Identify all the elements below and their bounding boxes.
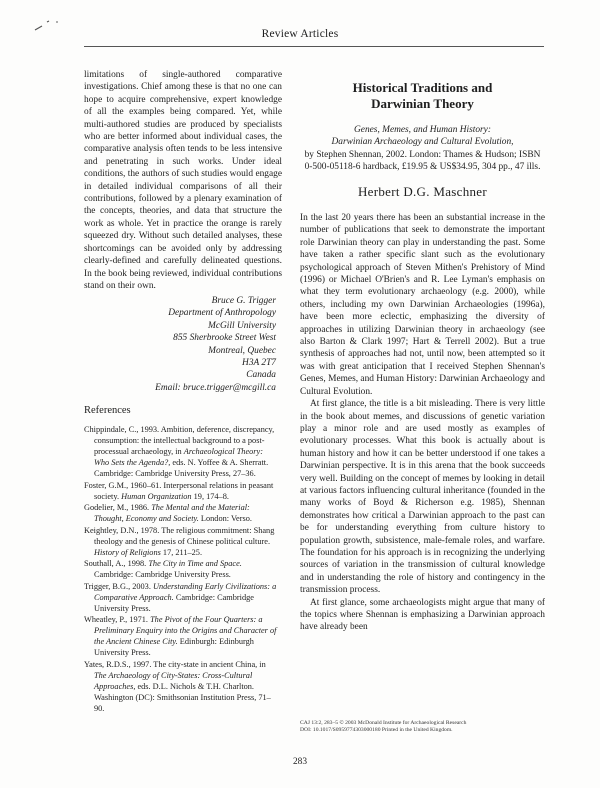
signature-country: Canada <box>246 370 276 381</box>
reference-item: Wheatley, P., 1971. The Pivot of the Four Quarters: a Preliminary Enquiry into the Origins and Character of the Ancient Chinese City. Edinburgh: Edinburgh University Press. <box>84 615 277 657</box>
publication-footer <box>300 720 545 735</box>
header-rule <box>84 46 544 47</box>
review-header <box>300 80 545 200</box>
running-head: Review Articles <box>261 28 339 40</box>
left-column-paragraph: limitations of single-authored comparative investigations. Chief among these is that no one can hope to acquire comprehensive, expert knowledge of all the examples being compared. Yet, while multi-authored studies are produced by specialists who are better informed about individual cases, the comparative analysis often tends to be less intensive and penetrating in such works. Under ideal conditions, the authors of such studies would engage in detailed individual comparisons of all their contributions, followed by a plenary examination of the concepts, theories, and data that structure the work as whole. Yet in practice the orange is rarely squeezed dry. Without such detailed analyses, these shortcomings can be avoided only by addressing clearly-defined and carefully delineated questions. In the book being reviewed, individual contributions stand on their own. <box>84 70 282 291</box>
reference-item: Chippindale, C., 1993. Ambition, deference, discrepancy, consumption: the intellectual background to a post-processual archaeology, in Archaeological Theory: Who Sets the Agenda?, eds. N. Yoffee & A. Sherratt. Cambridge: Cambridge University Press, 27–36. <box>84 425 275 478</box>
reference-item: Godelier, M., 1986. The Mental and the Material: Thought, Economy and Society. London: Verso. <box>84 503 252 523</box>
reference-item: Keightley, D.N., 1978. The religious commitment: Shang theology and the genesis of Chinese political culture. History of Religions 17, 211–25. <box>84 525 275 557</box>
page-number: 283 <box>292 757 308 767</box>
review-paragraph-3: At first glance, some archaeologists might argue that many of the topics where Shennan is emphasizing a Darwinian approach have already been <box>300 597 545 633</box>
signature-city: Montreal, Quebec <box>208 345 276 356</box>
reference-item: Foster, G.M., 1960–61. Interpersonal relations in peasant society. Human Organization 19, 174–8. <box>84 480 274 501</box>
review-paragraph-1: In the last 20 years there has been an substantial increase in the number of publications that seek to demonstrate the important role Darwinian theory can play in understanding the past. Some have taken a rather specific slant such as the evolutionary psychological approach of Steven Mithen's Prehistory of Mind (1996) or Michael O'Brien's and R. Lee Lyman's emphasis on what they term evolutionary archaeology (e.g. 2000), while others, including my own Darwinian Archaeologies (1996a), have been more eclectic, emphasizing the diversity of approaches in utilizing Darwinian theory in archaeology (see also Barton & Clark 1997; Hart & Terrell 2002). But a true synthesis of approaches had not, until now, been attempted so it was with great anticipation that I received Stephen Shennan's Genes, Memes, and Human History: Darwinian Archaeology and Cultural Evolution. <box>300 213 545 397</box>
reviewer-name: Herbert D.G. Maschner <box>357 183 488 199</box>
review-paragraph-2: At first glance, the title is a bit misleading. There is very little in the book about memes, and discussions of genetic variation play a minor role and are used mostly as examples of evolutionary processes. What this book is actually about is human history and how it can be better understood if one takes a Darwinian perspective. It is in this arena that the book succeeds very well. Building on the concept of memes by looking in detail at various factors influencing cultural inheritance (founded in the many works of Boyd & Richerson e.g. 1985), Shennan demonstrates how critical a Darwinian approach to the past can be for understanding everything from culture history to population growth, subsistence, male-female roles, and warfare. The foundation for his approach is in recognizing the underlying sources of variation in the transmission of cultural knowledge and in understanding the role of history and contingency in the transmission process. <box>300 399 545 596</box>
review-body <box>300 212 545 634</box>
signature-name: Bruce G. Trigger <box>211 296 276 306</box>
signature-department: Department of Anthropology <box>168 308 276 319</box>
reference-item: Southall, A., 1998. The City in Time and Space. Cambridge: Cambridge University Press. <box>84 559 242 579</box>
author-signature-block <box>84 295 276 394</box>
review-title: Historical Traditions and Darwinian Theory <box>352 80 493 111</box>
signature-postal: H3A 2T7 <box>242 358 276 369</box>
footer-journal-line: CAJ 13:2, 283–5 © 2003 McDonald Institute for Archaeological Research <box>300 720 467 726</box>
book-title-line-2: Darwinian Archaeology and Cultural Evolution, <box>331 137 514 148</box>
references-list <box>84 424 279 714</box>
signature-university: McGill University <box>208 320 276 331</box>
footer-doi-line: DOI: 10.1017/S0959774303000180 Printed in the United Kingdom. <box>300 727 453 734</box>
reference-item: Trigger, B.G., 2003. Understanding Early Civilizations: a Comparative Approach. Cambridge: Cambridge University Press. <box>84 581 277 613</box>
book-title-line-1: Genes, Memes, and Human History: <box>354 125 491 135</box>
reference-item: Yates, R.D.S., 1997. The city-state in ancient China, in The Archaeology of City-States: Cross-Cultural Approaches, eds. D.L. Nichols & T.H. Charlton. Washington (DC): Smithsonian Institution Press, 71–90. <box>84 659 271 713</box>
signature-email: Email: bruce.trigger@mcgill.ca <box>155 382 276 393</box>
book-details: by Stephen Shennan, 2002. London: Thames & Hudson; ISBN 0-500-05118-6 hardback, £19.95 & US$34.95, 304 pp., 47 ills. <box>304 149 541 173</box>
book-citation <box>300 124 545 174</box>
references-heading: References <box>84 405 131 416</box>
signature-street: 855 Sherbrooke Street West <box>173 333 276 344</box>
